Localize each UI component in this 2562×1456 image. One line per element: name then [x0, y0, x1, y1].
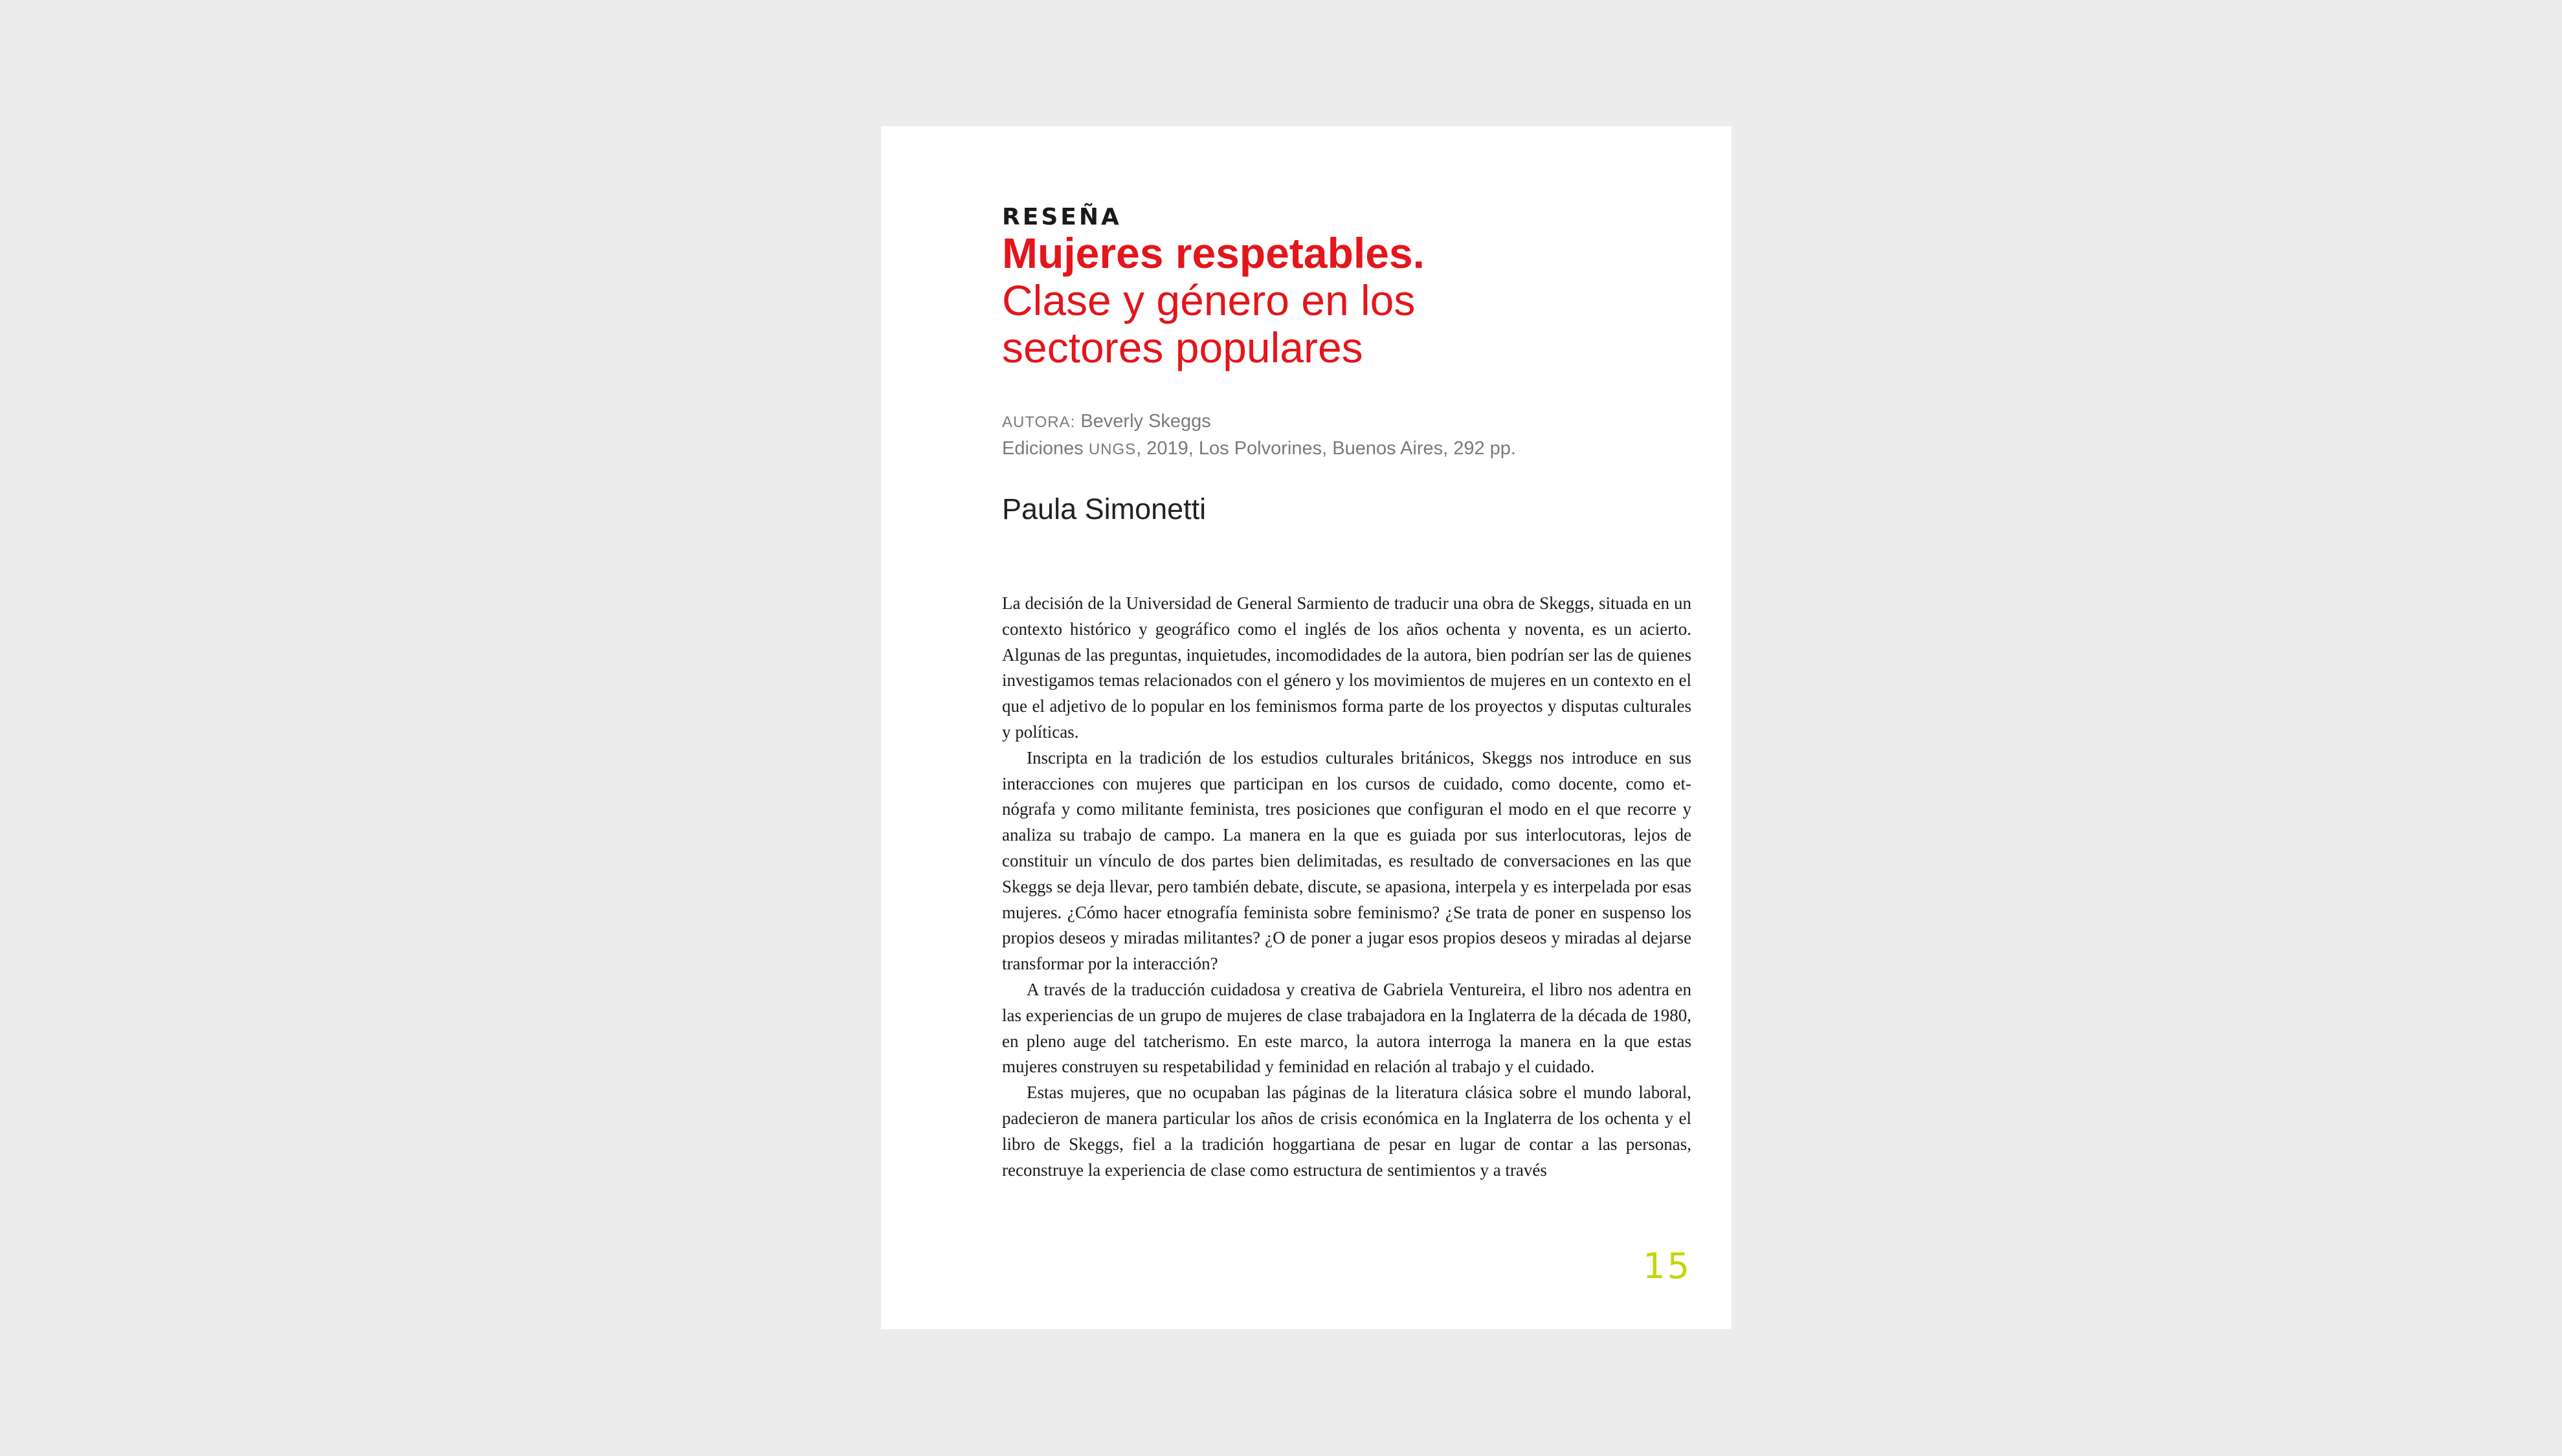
author-name: Beverly Skeggs [1080, 411, 1211, 432]
article-title [1002, 230, 1585, 371]
body-paragraph: A través de la traducción cuidadosa y creativa de Gabriela Ventureira, el libro nos adentra en las experiencias de un grupo de mujeres de clase trabajadora en la Inglaterra de la década de 1980, en pleno auge del tatcherismo. En este marco, la autora interroga la manera en la que estas mujeres construyen su respetabilidad y feminidad en relación al trabajo y el cuidado. [1002, 979, 1691, 1077]
body-paragraph: Inscripta en la tradición de los estudios culturales británicos, Skeggs nos introduce en sus interacciones con mujeres que participan en los cursos de cuidado, como docente, como et-nógrafa y como militante feminista, tres posiciones que configuran el modo en el que recorre y analiza su trabajo de campo. La manera en la que es guiada por sus interlocutoras, lejos de constituir un vínculo de dos partes bien delimitadas, es resultado de conversaciones en las que Skeggs se deja llevar, pero también debate, discute, se apasiona, interpela y es interpelada por esas mujeres. ¿Cómo hacer etnografía feminista sobre feminismo? ¿Se trata de poner en suspenso los propios deseos y miradas militantes? ¿O de poner a jugar esos propios deseos y miradas al dejarse transformar por la interacción? [1002, 747, 1691, 974]
publication-details: , 2019, Los Polvorines, Buenos Aires, 292 pp. [1136, 438, 1516, 459]
author-label: AUTORA: [1002, 414, 1076, 431]
body-paragraph: La decisión de la Universidad de General Sarmiento de traducir una obra de Skeggs, situada en un contexto histórico y geográfico como el inglés de los años ochenta y noventa, es un acierto. Algunas de las preguntas, inquietudes, incomodidades de la autora, bien podrían ser las de quienes investigamos temas relacionados con el género y los movimientos de mujeres en un contexto en el que el adjetivo de lo popular en los feminismos forma parte de los proyectos y disputas culturales y políticas. [1002, 593, 1691, 742]
book-metadata [1002, 408, 1691, 463]
publisher-name: UNGS [1088, 441, 1137, 458]
page-number: 15 [1643, 1246, 1691, 1286]
body-paragraph: Estas mujeres, que no ocupaban las páginas de la literatura clásica sobre el mundo laboral, padecieron de manera particular los años de crisis económica en la Inglaterra de los ochenta y el libro de Skeggs, fiel a la tradición hoggartiana de pesar en lugar de contar a las personas, reconstruye la experiencia de clase como estructura de sentimientos y a través [1002, 1083, 1691, 1180]
publisher-prefix: Ediciones [1002, 438, 1084, 459]
section-label: RESEÑA [1002, 204, 1122, 230]
document-page [881, 126, 1732, 1329]
article-body [1002, 591, 1691, 1183]
publication-line [1002, 436, 1691, 463]
title-subtitle-line-1: Clase y género en los [1002, 276, 1416, 324]
author-line [1002, 408, 1691, 436]
title-main: Mujeres respetables. [1002, 229, 1425, 277]
reviewer-name: Paula Simonetti [1002, 492, 1207, 525]
title-subtitle-line-2: sectores populares [1002, 324, 1363, 371]
